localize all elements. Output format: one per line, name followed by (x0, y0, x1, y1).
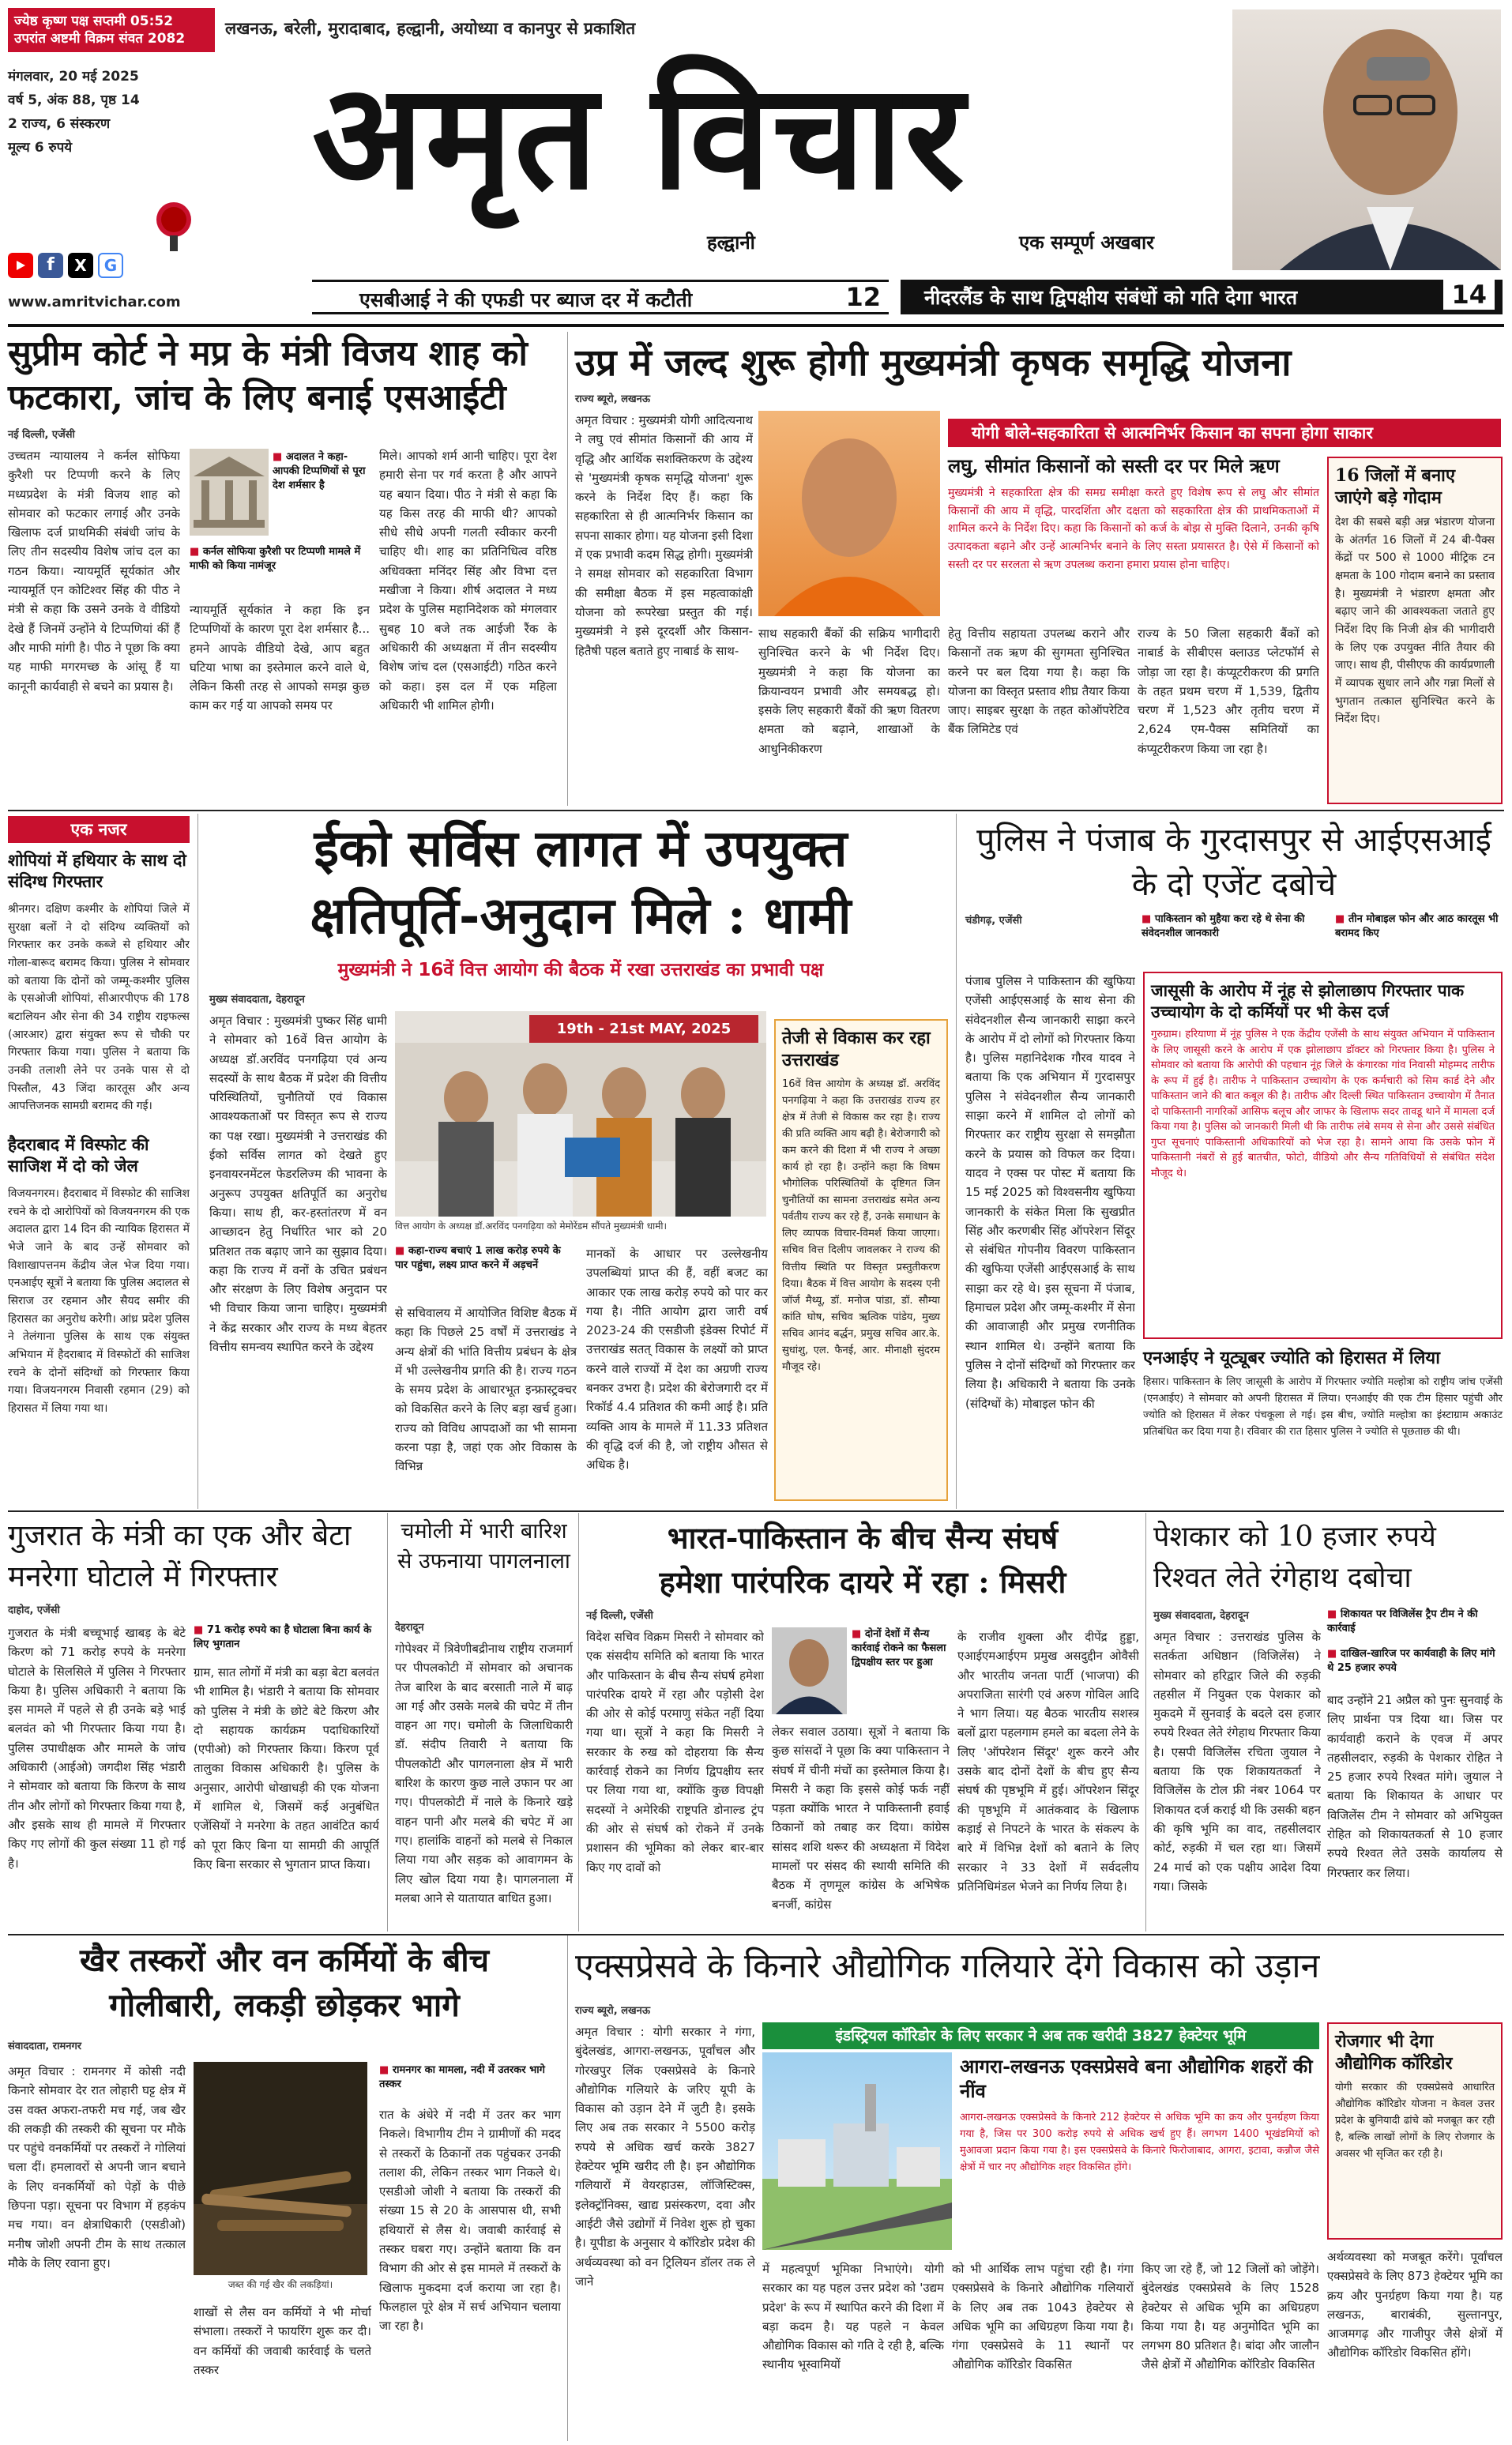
section-rule-3 (8, 1934, 1504, 1935)
expressway-col-5: अर्थव्यवस्था को मजबूत करेंगे। पूर्वांचल एक्सप्रेसवे के लिए 873 हेक्टेयर भूमि का क्रय और पुनर्ग्रहण किया गया है। यह लखनऊ, बाराबंकी, सुल्तानपुर, आजमगढ़ और गाजीपुर जैसे क्षेत्रों में औद्योगिक कॉरिडोर विकसित होंगे। (1327, 2250, 1503, 2360)
facebook-icon[interactable]: f (38, 253, 63, 278)
punjab-dateline: चंडीगढ़, एजेंसी (965, 915, 1022, 927)
panchang-line-2: उपरांत अष्टमी विक्रम संवत 2082 (14, 31, 186, 47)
khair-col-1: अमृत विचार : रामनगर में कोसी नदी किनारे सोमवार देर रात लोहारी घट्ट क्षेत्र में उस वक्त अफरा-तफरी मच गई, जब खैर की लकड़ी की तस्करी की सूचना पर मौके पर पहुंचे वनकर्मियों पर तस्करों ने गोलियां चला दीं। हमलावरों से अपनी जान बचाने के लिए वनकर्मियों को पेड़ों के पीछे छिपना पड़ा। सूचना पर विभाग में हड़कंप मच गया। वन क्षेत्राधिकारी (एसडीओ) मनीष जोशी अपनी टीम के साथ तत्काल मौके के लिए रवाना हुए। (8, 2064, 186, 2270)
expressway-col-4: किए जा रहे हैं, जो 12 जिलों को जोड़ेंगे। बुंदेलखंड एक्सप्रेसवे के लिए 1528 हेक्टेयर से अधिक भूमि का अधिग्रहण किया गया है। यह अनुमोदित भूमि का लगभग 80 प्रतिशत है। बांदा और जालौन जैसे क्षेत्रों में औद्योगिक कॉरिडोर विकसित (1142, 2262, 1319, 2372)
punjab-nia-box (1143, 1347, 1503, 1505)
google-icon[interactable]: G (98, 253, 123, 278)
dhami-meeting-photo (395, 1011, 766, 1217)
kisan-dateline: राज्य ब्यूरो, लखनऊ (575, 393, 651, 405)
expressway-col-3: को भी आर्थिक लाभ पहुंचा रही है। गंगा एक्सप्रेसवे के किनारे औद्योगिक गलियारों के लिए अब तक 1043 हेक्टेयर से अधिक भूमि का अधिग्रहण किया गया है। गंगा एक्सप्रेसवे के 11 स्थानों पर औद्योगिक कॉरिडोर विकसित (952, 2262, 1134, 2372)
gujarat-sub-1: ■ 71 करोड़ रुपये का है घोटाला बिना कार्य के लिए भुगतान (194, 1623, 379, 1652)
peshkar-sub-2: ■ दाखिल-खारिज पर कार्यवाही के लिए मांगे थे 25 हजार रुपये (1327, 1647, 1503, 1676)
punjab-sub-1: ■ पाकिस्तान को मुहैया करा रहे थे सेना की संवेदनशील जानकारी (1142, 912, 1323, 941)
peshkar-sub-1: ■ शिकायत पर विजिलेंस ट्रैप टीम ने की कार्रवाई (1327, 1608, 1503, 1636)
khair-col-3: शाखों से लैस वन कर्मियों ने भी मोर्चा संभाला। तस्करों ने फायरिंग शुरू कर दी। वन कर्मियों की जवाबी कार्रवाई के चलते तस्कर (194, 2305, 371, 2377)
ek-nazar-h2: हैदराबाद में विस्फोट की साजिश में दो को जेल (8, 1134, 149, 1175)
issue-date: मंगलवार, 20 मई 2025 (8, 69, 139, 85)
gujarat-col-2: ग्राम, सात लोगों में मंत्री का बड़ा बेटा बलवंत भी शामिल है। भंडारी ने बताया कि सोमवार को पुलिस ने मंत्री के छोटे बेटे किरण और दो सहायक कार्यक्रम पदाधिकारियों (एपीओ) को गिरफ्तार किया। किरण पूर्व तालुका विकास अधिकारी है। पुलिस के अनुसार, आरोपी धोखाधड़ी की एक योजना में शामिल थे, जिसमें कई अनुबंधित एजेंसियों ने मनरेगा के तहत आवंटित कार्य को पूरा किए बिना या सामग्री की आपूर्ति किए बिना सरकार से भुगतान प्राप्त किया। (194, 1665, 379, 1871)
kisan-col-2: साथ सहकारी बैंकों की सक्रिय भागीदारी सुनिश्चित करने के भी निर्देश दिए। मुख्यमंत्री ने कहा कि योजना का क्रियान्वयन प्रभावी और समयबद्ध हो। इसके लिए सहकारी बैंकों की ऋण वितरण क्षमता को बढ़ाने, शाखाओं के आधुनिकीकरण (758, 626, 940, 756)
misri-sub-1: ■ दोनों देशों में सैन्य कार्रवाई रोकने का फैसला द्विपक्षीय स्तर पर हुआ (852, 1627, 946, 1671)
gujarat-dateline: दाहोद, एजेंसी (8, 1604, 60, 1616)
editions-line: लखनऊ, बरेली, मुरादाबाद, हल्द्वानी, अयोध्या व कानपुर से प्रकाशित (225, 19, 636, 38)
issue-states: 2 राज्य, 6 संस्करण (8, 116, 111, 132)
dhami-rule (956, 814, 957, 1509)
kisan-box-text: देश की सबसे बड़ी अन्न भंडारण योजना के अंतर्गत 16 जिलों में 24 बी-पैक्स केंद्रों पर 500 से 1000 मीट्रिक टन क्षमता के 100 गोदाम बनाने का प्रस्ताव है। मुख्यमंत्री ने भंडारण क्षमता और बढ़ाए जाने की आवश्यकता जताते हुए निर्देश दिए कि निजी क्षेत्र की भागीदारी के लिए एक उपयुक्त नीति तैयार की जाए। साथ ही, पीसीएफ की कार्यप्रणाली में व्यापक सुधार लाने और गन्ना मिलों से भुगतान तत्काल सुनिश्चित करने के निर्देश दिए। (1335, 516, 1495, 726)
ek-nazar-label: एक नजर (8, 816, 190, 843)
peshkar-dateline: मुख्य संवाददाता, देहरादून (1153, 1610, 1249, 1622)
website-link[interactable]: www.amritvichar.com (8, 294, 181, 310)
gujarat-rule (387, 1513, 388, 1932)
expressway-dateline: राज्य ब्यूरो, लखनऊ (575, 2005, 651, 2017)
sc-court-photo (190, 449, 269, 536)
panchang-line-1: ज्येष्ठ कृष्ण पक्ष सप्तमी 05:52 (14, 13, 174, 29)
chamoli-text: गोपेश्वर में त्रिवेणीबद्रीनाथ राष्ट्रीय राजमार्ग पर पीपलकोटी में सोमवार को अचानक तेज बारिश के बाद बरसाती नाले में बाढ़ आ गई और उसके मलबे की चपेट में तीन वाहन आ गए। चमोली के जिलाधिकारी डॉ. संदीप तिवारी ने बताया कि पीपलकोटी और पागलनाला क्षेत्र में भारी बारिश के कारण कुछ नाले उफान पर आ गए। पीपलकोटी में नाले के किनारे खड़े वाहन पानी और मलबे की चपेट में आ गए। हालांकि वाहनों को मलबे से निकाल लिया गया और सड़क को आवागमन के लिए खोल दिया गया है। पागलनाला में मलबा आने से यातायात बाधित हुआ। (395, 1642, 573, 1905)
ek-nazar-h1: शोपियां में हथियार के साथ दो संदिग्ध गिरफ्तार (8, 850, 186, 891)
kisan-col-1: अमृत विचार : मुख्यमंत्री योगी आदित्यनाथ ने लघु एवं सीमांत किसानों की आय में वृद्धि और आर्थिक सशक्तिकरण के उद्देश्य से 'मुख्यमंत्री कृषक समृद्धि योजना' शुरू करने के निर्देश दिए हैं। कहा कि सहकारिता से ही आत्मनिर्भर किसान का सपना साकार होगा। यह योजना इसी दिशा में एक प्रभावी कदम सिद्ध होगी। मुख्यमंत्री ने समक्ष सोमवार को सहकारिता विभाग की समीक्षा बैठक में इस महत्वाकांक्षी योजना को रूपरेखा प्रस्तुत की गई। मुख्यमंत्री ने इसे दूरदर्शी और किसान-हितैषी पहल बताते हुए नाबार्ड के साथ- (575, 413, 753, 658)
punjab-sub-2: ■ तीन मोबाइल फोन और आठ कारतूस भी बरामद किए (1335, 912, 1501, 941)
sc-col-1: उच्चतम न्यायालय ने कर्नल सोफिया कुरैशी पर टिप्पणी करने के लिए मध्यप्रदेश के मंत्री विजय शाह को सोमवार को फटकार लगाई और उनके खिलाफ दर्ज प्राथमिकी संबंधी जांच के लिए तीन सदस्यीय विशेष जांच दल का गठन किया। न्यायमूर्ति सूर्यकांत और न्यायमूर्ति एन कोटिश्वर सिंह की पीठ ने मंत्री से कहा कि उसने उनके वे वीडियो देखे हैं जिनमें उन्होंने ये टिप्पणियां कीं हैं और माफी मांगी है। पीठ ने पूछा कि क्या यह माफी मगरमच्छ के आंसू हैं या कानूनी कार्यवाही से बचने का प्रयास है। (8, 449, 180, 694)
misri-dateline: नई दिल्ली, एजेंसी (586, 1610, 653, 1622)
misri-col-2: लेकर सवाल उठाया। सूत्रों ने बताया कि कुछ सांसदों ने पूछा कि क्या पाकिस्तान ने संघर्ष में चीनी मंचों का इस्तेमाल किया है। मिसरी ने कहा कि इससे कोई फर्क नहीं पड़ता क्योंकि भारत ने पाकिस्तानी हवाई ठिकानों को तबाह कर दिया। कांग्रेस सांसद शशि थरूर की अध्यक्षता में विदेश मामलों पर संसद की स्थायी समिति की बैठक में तृणमूल कांग्रेस के अभिषेक बनर्जी, कांग्रेस (772, 1725, 950, 1912)
expressway-photo (762, 2052, 952, 2250)
youtube-icon[interactable] (8, 253, 33, 278)
dhami-col-1: अमृत विचार : मुख्यमंत्री पुष्कर सिंह धामी ने सोमवार को 16वें वित्त आयोग के अध्यक्ष डॉ.अरविंद पनगढ़िया एवं अन्य सदस्यों के साथ बैठक में प्रदेश की वित्तीय परिस्थितियों, चुनौतियों एवं विकास आवश्यकताओं पर विस्तृत रूप से राज्य का पक्ष रखा। मुख्यमंत्री ने उत्तराखंड की ईको सर्विस लागत को देखते हुए इनवायरनमेंटल फेडरलिज्म की भावना के अनुरूप उपयुक्त क्षतिपूर्ति का अनुरोध किया। साथ ही, कर-हस्तांतरण में वन आच्छादन हेतु निर्धारित भार को 20 प्रतिशत तक बढ़ाए जाने का सुझाव दिया। कहा कि राज्य में वनों के उचित प्रबंधन और संरक्षण के लिए विशेष अनुदान पर भी विचार किया जाना चाहिए। मुख्यमंत्री ने केंद्र सरकार और राज्य के मध्य बेहतर वित्तीय समन्वय स्थापित करने के उद्देश्य (209, 1014, 387, 1355)
dhami-subhead: मुख्यमंत्री ने 16वें वित्त आयोग की बैठक में रखा उत्तराखंड का प्रभावी पक्ष (337, 960, 824, 980)
misri-col-3: के राजीव शुक्ला और दीपेंद्र हुड्डा, एआईएमआईएम प्रमुख असदुद्दीन ओवैसी और भारतीय जनता पार्टी (भाजपा) की अपराजिता सारंगी एवं अरुण गोविल आदि ने भाग लिया। यह बैठक भारतीय सशस्त्र बलों द्वारा पहलगाम हमले का बदला लेने के लिए 'ऑपरेशन सिंदूर' शुरू करने और उसके बाद दोनों देशों के बीच हुए सैन्य संघर्ष की पृष्ठभूमि में हुई। ऑपरेशन सिंदूर की पृष्ठभूमि में आतंकवाद के खिलाफ कड़ाई से निपटने के भारत के संकल्प के बारे में विभिन्न देशों को बताने के लिए सरकार ने 33 देशों में सर्वदलीय प्रतिनिधिमंडल भेजने का निर्णय लिया है। (957, 1630, 1139, 1894)
x-icon[interactable]: X (68, 253, 93, 278)
kisan-cm-photo (758, 411, 940, 616)
expressway-box-title: रोजगार भी देगा औद्योगिक कॉरिडोर (1335, 2031, 1453, 2074)
punjab-box1-text: गुरुग्राम। हरियाणा में नूंह पुलिस ने एक केंद्रीय एजेंसी के साथ संयुक्त अभियान में पाकिस्तान के लिए जासूसी करने के आरोप में एक झोलाछाप डॉक्टर को गिरफ्तार किया है। पुलिस ने सोमवार को बताया कि आरोपी की पहचान नूंह जिले के कंगारका गांव निवासी मोहम्मद तारीफ के रूप में हुई है। तारीफ ने पाकिस्तान उच्चायोग के एक कर्मचारी को सिम कार्ड देने और पाकिस्तान जाने की बात कबूल की है। तारीफ और दिल्ली स्थित पाकिस्तान उच्चायोग में तैनात दो पाकिस्तानी नागरिकों आसिफ बलूच और जाफर के खिलाफ सदर तावडू थाने में मामला दर्ज किया गया है। पुलिस को जानकारी मिली थी कि तारीफ लंबे समय से सेना और उससे संबंधित गुप्त सूचनाएं पाकिस्तानी अधिकारियों को भेज रहा है। सामने आया कि उसके फोन में पाकिस्तानी नंबरों से हुई बातचीत, फोटो, वीडियो और सैन्य गतिविधियों से संबंधित संदेश मौजूद थे। (1151, 1029, 1495, 1179)
dhami-headline-1: ईको सर्विस लागत में उपयुक्त (314, 819, 848, 878)
newspaper-name: अमृत विचार (312, 50, 966, 222)
sc-rule (567, 332, 568, 806)
khair-sub-1: ■ रामनगर का मामला, नदी में उतरकर भागे तस्कर (379, 2063, 561, 2092)
gujarat-headline: गुजरात के मंत्री का एक और बेटा मनरेगा घोटाले में गिरफ्तार (8, 1518, 352, 1593)
sc-col-3: मिले। आपको शर्म आनी चाहिए। पूरा देश हमारी सेना पर गर्व करता है और आपने यह बयान दिया। पीठ ने मंत्री से कहा कि यह किस तरह की माफी थी? आपको सीधे सीधे अपनी गलती स्वीकार करनी चाहिए थी। शाह का प्रतिनिधित्व वरिष्ठ अधिवक्ता मनिंदर सिंह और विभा दत्त मखीजा ने किया। शीर्ष अदालत ने मध्य प्रदेश के पुलिस महानिदेशक को मंगलवार सुबह 10 बजे तक आईजी रैंक के अधिकारी की अध्यक्षता में तीन सदस्यीय विशेष जांच दल (एसआईटी) गठित करने को कहा। इस दल में एक महिला अधिकारी भी शामिल होगी। (379, 449, 557, 713)
khair-photo-caption: जब्त की गई खैर की लकड़ियां। (228, 2279, 333, 2290)
peshkar-col-1: अमृत विचार : उत्तराखंड पुलिस के सतर्कता अधिष्ठान (विजिलेंस) ने सोमवार को हरिद्वार जिले की रुड़की तहसील में नियुक्त एक पेशकार को मुकदमे में सुनवाई के बदले दस हजार रुपये रिश्वत लेते रंगेहाथ गिरफ्तार किया है। एसपी विजिलेंस रचिता जुयाल ने बताया कि एक शिकायतकर्ता ने विजिलेंस के टोल फ्री नंबर 1064 पर शिकायत दर्ज कराई थी कि उसकी बहन की कृषि भूमि का वाद, तहसीलदार कोर्ट, रुड़की में चल रहा था। जिसमें 24 मार्च को एक पक्षीय आदेश दिया गया। जिसके (1153, 1630, 1321, 1894)
peshkar-headline: पेशकार को 10 हजार रुपये रिश्वत लेते रंगेहाथ दबोचा (1153, 1521, 1436, 1594)
teaser-1-text: एसबीआई ने की एफडी पर ब्याज दर में कटौती (359, 288, 693, 311)
issue-price: मूल्य 6 रुपये (8, 140, 73, 156)
kisan-sub-1: लघु, सीमांत किसानों को सस्ती दर पर मिले ऋण (948, 454, 1280, 477)
dhami-headline-2: क्षतिपूर्ति-अनुदान मिले : धामी (310, 886, 852, 946)
expressway-col-2: में महत्वपूर्ण भूमिका निभाएंगे। योगी सरकार का यह पहल उत्तर प्रदेश को 'उद्यम प्रदेश' के रूप में स्थापित करने की दिशा में बड़ा कदम है। यह पहले न केवल औद्योगिक विकास को गति दे रही है, बल्कि स्थानीय भूस्वामियों (762, 2262, 944, 2372)
kisan-godown-box (1327, 457, 1503, 804)
teaser-2-page: 14 (1443, 280, 1495, 310)
khair-photo (194, 2062, 367, 2275)
expressway-sub-1-box (960, 2054, 1319, 2251)
section-rule-1 (8, 810, 1504, 811)
gujarat-col-1: गुजरात के मंत्री बच्चूभाई खाबड़ के बेटे किरण को 71 करोड़ रुपये के मनरेगा घोटाले के सिलसिले में पुलिस ने गिरफ्तार किया है। पुलिस अधिकारी ने बताया कि इस मामले में पहले से ही उनके बड़े भाई बलवंत को भी गिरफ्तार किया गया है। पुलिस उपाधीक्षक और मामले के जांच अधिकारी (आईओ) जगदीश सिंह भंडारी ने सोमवार को बताया कि किरण के साथ तीन और लोगों को गिरफ्तार किया गया है, और इसके साथ ही मामले में गिरफ्तार किए गए लोगों की कुल संख्या 11 हो गई है। (8, 1626, 186, 1871)
issue-info (8, 65, 166, 160)
misri-portrait (772, 1627, 847, 1714)
kisan-box-title: 16 जिलों में बनाए जाएंगे बड़े गोदाम (1335, 465, 1456, 508)
punjab-box1-title: जासूसी के आरोप में नूंह से झोलाछाप गिरफ्तार पाक उच्चायोग के दो कर्मियों पर भी केस दर्ज (1151, 980, 1465, 1021)
expressway-sub-1-text: आगरा-लखनऊ एक्सप्रेसवे के किनारे 212 हेक्टेयर से अधिक भूमि का क्रय और पुनर्ग्रहण किया गया है, जिस पर 300 करोड़ रुपये से अधिक खर्च हुए हैं। लगभग 1400 भूखंडमियों को मुआवजा प्रदान किया गया है। इस एक्सप्रेसवे के किनारे फिरोजाबाद, आगरा, इटावा, कन्नौज जैसे क्षेत्रों में चार नए औद्योगिक शहर विकसित होंगे। (960, 2112, 1319, 2174)
social-icons (8, 253, 123, 278)
ek-nazar-t2: विजयनगरम। हैदराबाद में विस्फोट की साजिश रचने के दो आरोपियों को विजयनगरम की एक अदालत द्वारा 14 दिन की न्यायिक हिरासत में भेजे जाने के बाद उन्हें सोमवार को विशाखापत्तनम केंद्रीय जेल भेज दिया गया। एनआईए सूत्रों ने बताया कि पुलिस अदालत से सिराज उर रहमान और सैयद समीर की हिरासत का अनुरोध करेगी। आंध्र प्रदेश पुलिस ने तेलंगाना पुलिस के साथ एक संयुक्त अभियान में हैदराबाद में विस्फोटों की साजिश रचने के दोनों संदिग्धों को गिरफ्तार किया गया। विजयनगरम निवासी रहमान (29) को हिरासत में लिया गया था। (8, 1187, 190, 1416)
chamoli-headline: चमोली में भारी बारिश से उफनाया पागलनाला (397, 1519, 570, 1574)
teaser-1-page: 12 (845, 282, 881, 312)
dhami-photo-banner: 19th - 21st MAY, 2025 (529, 1015, 758, 1044)
punjab-headline: पुलिस ने पंजाब के गुरदासपुर से आईएसआई के दो एजेंट दबोचे (976, 821, 1491, 903)
ek-nazar-t1: श्रीनगर। दक्षिण कश्मीर के शोपियां जिले में सुरक्षा बलों ने दो संदिग्ध व्यक्तियों को गिरफ्तार कर उनके कब्जे से हथियार और गोला-बारूद बरामद किया। पुलिस ने सोमवार को बताया कि दोनों को जम्मू-कश्मीर पुलिस के एसओजी शोपियां, सीआरपीएफ की 178 बटालियन और सेना की 34 राष्ट्रीय राइफल्स (आरआर) द्वारा संयुक्त रूप से चौकी पर गिरफ्तार किया गया। पुलिस ने बताया कि उनकी तलाशी लेने पर उनके पास से दो पिस्तौल, 43 जिंदा कारतूस और अन्य आपत्तिजनक सामग्री बरामद की गई। (8, 903, 190, 1113)
chamoli-rule (578, 1513, 579, 1932)
panchang-box (8, 8, 215, 52)
mic-icon (146, 197, 201, 253)
kisan-headline: उप्र में जल्द शुरू होगी मुख्यमंत्री कृषक समृद्धि योजना (575, 341, 1292, 385)
masthead-rule (8, 324, 1504, 327)
punjab-box2-title: एनआईए ने यूट्यूबर ज्योति को हिरासत में लिया (1143, 1348, 1440, 1368)
khair-headline-2: गोलीबारी, लकड़ी छोड़कर भागे (109, 1987, 460, 2024)
section-rule-2 (8, 1510, 1504, 1512)
khair-rule (567, 1935, 568, 2441)
khair-headline-1: खैर तस्करों और वन कर्मियों के बीच (79, 1942, 490, 1979)
misri-rule (1145, 1513, 1146, 1932)
expressway-headline: एक्सप्रेसवे के किनारे औद्योगिक गलियारे देंगे विकास को उड़ान (575, 1947, 1320, 1986)
expressway-sub-1: आगरा-लखनऊ एक्सप्रेसवे बना औद्योगिक शहरों की नींव (960, 2055, 1313, 2102)
expressway-col-1: अमृत विचार : योगी सरकार ने गंगा, बुंदेलखंड, आगरा-लखनऊ, पूर्वांचल और गोरखपुर लिंक एक्सप्रेसवे के किनारे औद्योगिक गलियारे के जरिए यूपी के विकास को उड़ान देने में जुटी है। इसके लिए अब तक सरकार ने 5500 करोड़ रुपये से अधिक खर्च करके 3827 हेक्टेयर भूमि खरीद ली है। इन औद्योगिक गलियारों में वेयरहाउस, लॉजिस्टिक्स, इलेक्ट्रॉनिक्स, खाद्य प्रसंस्करण, दवा और आईटी जैसे उद्योगों में निवेश शुरू हो चुका है। यूपीडा के अनुसार ये कॉरिडोर प्रदेश की अर्थव्यवस्था को वन ट्रिलियन डॉलर तक ले जाने (575, 2025, 755, 2289)
misri-headline-1: भारत-पाकिस्तान के बीच सैन्य संघर्ष (667, 1520, 1059, 1555)
edition-city: हल्द्वानी (707, 231, 755, 254)
kisan-col-4: राज्य के 50 जिला सहकारी बैंकों को नाबार्ड के सीबीएस क्लाउड प्लेटफॉर्म से जोड़ा जा रहा है। कंप्यूटरीकरण की प्रगति के तहत प्रथम चरण में 1,539, द्वितीय चरण में 1,523 और तृतीय चरण में 2,624 एम-पैक्स समितियों का कंप्यूटरीकरण किया जा रहा है। (1138, 626, 1319, 756)
expressway-box-text: योगी सरकार की एक्सप्रेसवे आधारित औद्योगिक कॉरिडोर योजना न केवल उत्तर प्रदेश के बुनियादी ढांचे को मजबूत कर रही है, बल्कि लाखों लोगों के लिए रोजगार के अवसर भी सृजित कर रही है। (1335, 2082, 1495, 2161)
dhami-growth-box (774, 1019, 948, 1501)
dhami-box-title: तेजी से विकास कर रहा उत्तराखंड (782, 1028, 931, 1070)
teaser-bar-1[interactable] (312, 280, 889, 314)
masthead-portrait (1232, 9, 1501, 270)
teaser-bar-2[interactable] (901, 280, 1503, 314)
misri-headline-2: हमेशा पारंपरिक दायरे में रहा : मिसरी (659, 1564, 1066, 1600)
dhami-photo-caption: वित्त आयोग के अध्यक्ष डॉ.अरविंद पनगढ़िया को मेमोरेंडम सौंपते मुख्यमंत्री धामी। (395, 1221, 668, 1232)
kisan-sub-1-box (948, 454, 1319, 612)
peshkar-col-2: बाद उन्होंने 21 अप्रैल को पुनः सुनवाई के लिए प्रार्थना पत्र दिया था। जिस पर कार्यवाही कराने के एवज में अपर तहसीलदार, रुड़की के पेशकार रोहित ने 25 हजार रुपये रिश्वत मांगे। जुयाल ने बताया कि शिकायत के आधार पर विजिलेंस टीम ने सोमवार को अभियुक्त रोहित को शिकायतकर्ता से 10 हजार रुपये रिश्वत लेते उसके कार्यालय से गिरफ्तार कर लिया। (1327, 1693, 1503, 1880)
ek-nazar-rule (197, 814, 198, 1509)
dhami-col-2: से सचिवालय में आयोजित विशिष्ट बैठक में कहा कि पिछले 25 वर्षों में उत्तराखंड ने अन्य क्षेत्रों की भांति वित्तीय प्रबंधन के क्षेत्र में भी उल्लेखनीय प्रगति की है। राज्य गठन के समय प्रदेश के आधारभूत इन्फ्रास्ट्रक्चर को विकसित करने के लिए बड़ा खर्च हुआ। राज्य को विविध आपदाओं का भी सामना करना पड़ा है, जहां एक ओर विकास के विभिन्न (395, 1306, 577, 1474)
teaser-2-text: नीदरलैंड के साथ द्विपक्षीय संबंधों को गति देगा भारत (924, 286, 1298, 309)
sc-sub-2: ■ कर्नल सोफिया कुरैशी पर टिप्पणी मामले में माफी को किया नामंजूर (190, 545, 370, 574)
kisan-sub-1-text: मुख्यमंत्री ने सहकारिता क्षेत्र की समग्र समीक्षा करते हुए विशेष रूप से लघु और सीमांत किसानों की आय में वृद्धि, पारदर्शिता और दक्षता को सहकारिता क्षेत्र की प्राथमिकताओं में शामिल करने के निर्देश दिए। कहा कि किसानों को कर्ज के बोझ से मुक्ति दिलाने, उनकी कृषि उत्पादकता बढ़ाने और उन्हें आत्मनिर्भर बनाने के लिए सस्ता प्रयासरत है। ऐसे में किसानों को सस्ती दर पर सरलता से ऋण उपलब्ध कराना हमारा प्रयास होना चाहिए। (948, 487, 1319, 571)
sc-dateline: नई दिल्ली, एजेंसी (8, 429, 75, 441)
dhami-dateline: मुख्य संवाददाता, देहरादून (209, 994, 305, 1006)
dhami-sub-1: ■ कहा-राज्य बचाएं 1 लाख करोड़ रुपये के पार पहुंचा, लक्ष्य प्राप्त करने में अड़चनें (395, 1244, 577, 1273)
kisan-banner: योगी बोले-सहकारिता से आत्मनिर्भर किसान का सपना होगा साकार (948, 419, 1501, 447)
dhami-box-text: 16वें वित्त आयोग के अध्यक्ष डॉ. अरविंद पनगढ़िया ने कहा कि उत्तराखंड राज्य हर क्षेत्र में तेजी से विकास कर रहा है। राज्य की प्रति व्यक्ति आय बढ़ी है। बेरोजगारी को कम करने की दिशा में भी राज्य ने अच्छा कार्य हो रहा है। उन्होंने कहा कि विषम भौगोलिक परिस्थितियों के दृष्टिगत जिन चुनौतियों का सामना उत्तराखंड समेत अन्य पर्वतीय राज्य कर रहे हैं, उनके समाधान के लिए व्यापक विचार-विमर्श किया जाएगा। सचिव वित्त दिलीप जावलकर ने राज्य की वित्तीय स्थिति पर विस्तृत प्रस्तुतीकरण दिया। बैठक में वित्त आयोग के सदस्य एनी जॉर्ज मैथ्यू, डॉ. मनोज पांडा, डॉ. सौम्या कांति घोष, सचिव ऋत्विक पांडेय, मुख्य सचिव आनंद बर्द्धन, प्रमुख सचिव आर.के. सुधांशु, एल. फैनई, आर. मीनाक्षी सुंदरम मौजूद रहे। (782, 1078, 940, 1373)
punjab-col-1: पंजाब पुलिस ने पाकिस्तान की खुफिया एजेंसी आईएसआई के साथ सेना की संवेदनशील सैन्य जानकारी साझा करने के आरोप में दो लोगों को गिरफ्तार किया है। पुलिस महानिदेशक गौरव यादव ने बताया कि एक अभियान में गुरदासपुर पुलिस ने संवेदनशील सैन्य जानकारी साझा करने में शामिल दो लोगों को गिरफ्तार कर राष्ट्रीय सुरक्षा से समझौता करने के प्रयास को विफल कर दिया। यादव ने एक्स पर पोस्ट में बताया कि 15 मई 2025 को विश्वसनीय खुफिया जानकारी के संकेत मिला कि सुखप्रीत सिंह और करणबीर सिंह ऑपरेशन सिंदूर से संबंधित गोपनीय विवरण पाकिस्तान की खुफिया एजेंसी आईएसआई के साथ साझा कर रहे थे। इस सूचना में पंजाब, हिमाचल प्रदेश और जम्मू-कश्मीर में सेना की आवाजाही और प्रमुख रणनीतिक स्थान शामिल थे। उन्होंने बताया कि पुलिस ने दोनों संदिग्धों को गिरफ्तार कर लिया है। अधिकारी ने बताया कि उनके (संदिग्धों के) मोबाइल फोन की (965, 974, 1135, 1411)
khair-dateline: संवाददाता, रामनगर (8, 2041, 82, 2052)
chamoli-dateline: देहरादून (395, 1622, 424, 1634)
sc-headline: सुप्रीम कोर्ट ने मप्र के मंत्री विजय शाह को फटकारा, जांच के लिए बनाई एसआईटी (8, 333, 528, 418)
punjab-nuh-box (1143, 972, 1503, 1339)
misri-col-1: विदेश सचिव विक्रम मिसरी ने सोमवार को एक संसदीय समिति को बताया कि भारत और पाकिस्तान के बीच सैन्य संघर्ष हमेशा पारंपरिक दायरे में रहा और पड़ोसी देश की ओर से कोई परमाणु संकेत नहीं दिया गया था। सूत्रों ने कहा कि मिसरी ने सरकार के रुख को दोहराया कि सैन्य कार्रवाई रोकने का निर्णय द्विपक्षीय स्तर पर लिया गया था, क्योंकि कुछ विपक्षी सदस्यों ने अमेरिकी राष्ट्रपति डोनाल्ड ट्रंप की ओर से संघर्ष को रोकने में उनके प्रशासन की भूमिका को लेकर बार-बार किए गए दावों को (586, 1630, 764, 1875)
khair-col-2: रात के अंधेरे में नदी में उतर कर भाग निकले। विभागीय टीम ने ग्रामीणों की मदद से तस्करों के ठिकानों तक पहुंचकर उनकी तलाश की, लेकिन तस्कर भाग निकले थे। एसडीओ जोशी ने बताया कि तस्करों की संख्या 15 से 20 के आसपास थी, सभी हथियारों से लैस थे। जवाबी कार्रवाई से तस्कर घबरा गए। उन्होंने बताया कि वन विभाग की ओर से इस मामले में तस्करों के खिलाफ मुकदमा दर्ज कराया जा रहा है। फिलहाल पूरे क्षेत्र में सर्च अभियान चलाया जा रहा है। (379, 2108, 561, 2334)
sc-sub-1: ■ अदालत ने कहा-आपकी टिप्पणियों से पूरा देश शर्मसार है (273, 450, 367, 494)
punjab-box2-text: हिसार। पाकिस्तान के लिए जासूसी के आरोप में गिरफ्तार ज्योति मल्होत्रा को राष्ट्रीय जांच एजेंसी (एनआईए) ने सोमवार को अपनी हिरासत में लिया। एनआईए की एक टीम हिसार पहुंची और ज्योति को हिरासत में लेकर पंचकूला ले गई। इस बीच, ज्योति मल्होत्रा का इंस्टाग्राम अकाउंट प्रतिबंधित कर दिया गया है। रविवार की रात हिसार पुलिस ने ज्योति से पूछताछ की थी। (1143, 1376, 1503, 1439)
sc-col-2: न्यायमूर्ति सूर्यकांत ने कहा कि इन टिप्पणियों के कारण पूरा देश शर्मसार है... हमने आपके वीडियो देखे, आप बहुत घटिया भाषा का इस्तेमाल करने वाले थे, लेकिन किसी तरह से आपको समझ कुछ काम कर गई या आपको समय पर (190, 603, 370, 713)
expressway-banner: इंडस्ट्रियल कॉरिडोर के लिए सरकार ने अब तक खरीदी 3827 हेक्टेयर भूमि (762, 2022, 1319, 2049)
kisan-col-3: हेतु वित्तीय सहायता उपलब्ध कराने और किसानों तक ऋण की सुगमता सुनिश्चित करने पर बल दिया गया है। कहा कि योजना का विस्तृत प्रस्ताव शीघ्र तैयार किया जाए। साइबर सुरक्षा के तहत कोऑपरेटिव बैंक लिमिटेड एवं (948, 626, 1130, 737)
issue-volume: वर्ष 5, अंक 88, पृष्ठ 14 (8, 92, 140, 108)
expressway-jobs-box (1327, 2022, 1503, 2240)
tagline: एक सम्पूर्ण अखबार (1019, 231, 1154, 254)
dhami-col-3: मानकों के आधार पर उल्लेखनीय उपलब्धियां प्राप्त की हैं, वहीं बजट का आकार एक लाख करोड़ रुपये को पार कर गया है। नीति आयोग द्वारा जारी वर्ष 2023-24 की एसडीजी इंडेक्स रिपोर्ट में उत्तराखंड सतत् विकास के लक्ष्यों को प्राप्त करने वाले राज्यों में देश का अग्रणी राज्य बनकर उभरा है। प्रदेश की बेरोजगारी दर में रिकॉर्ड 4.4 प्रतिशत की कमी आई है। प्रति व्यक्ति आय के मामले में 11.33 प्रतिशत की वृद्धि दर्ज की है, जो राष्ट्रीय औसत से अधिक है। (586, 1247, 768, 1473)
